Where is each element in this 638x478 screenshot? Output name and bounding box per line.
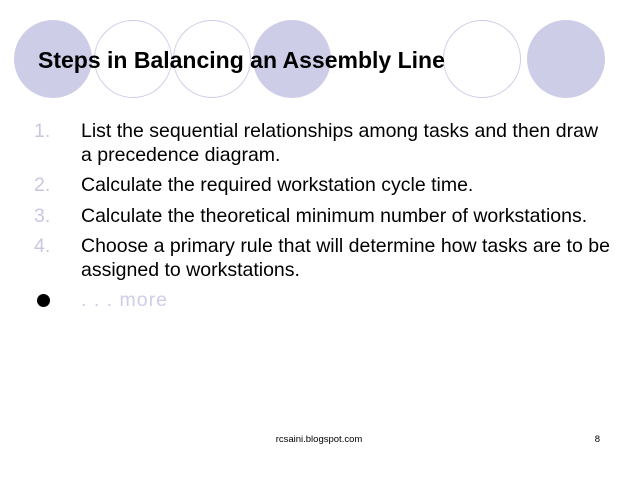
- step-text: Calculate the required workstation cycle time.: [81, 174, 474, 196]
- more-item: [34, 289, 614, 313]
- list-item: [34, 205, 614, 229]
- step-number: 1.: [34, 120, 51, 142]
- list-item: [34, 120, 614, 167]
- step-number: 4.: [34, 235, 51, 257]
- list-item: [34, 235, 614, 282]
- step-text: Choose a primary rule that will determine how tasks are to be assigned to workstations.: [81, 235, 610, 281]
- step-text: List the sequential relationships among tasks and then draw a precedence diagram.: [81, 120, 599, 166]
- step-number: 2.: [34, 174, 51, 196]
- decorative-circle-outline-3: [443, 20, 521, 98]
- step-number: 3.: [34, 204, 51, 227]
- page-number: 8: [594, 434, 600, 445]
- title-divider: [38, 101, 600, 102]
- step-text: Calculate the theoretical minimum number of workstations.: [81, 204, 588, 227]
- decorative-circle-filled-3: [527, 20, 605, 98]
- more-text: . . . more: [81, 289, 168, 311]
- steps-list: [34, 120, 614, 313]
- footer-source: rcsaini.blogspot.com: [275, 434, 363, 445]
- bullet-dot-icon: [37, 294, 50, 307]
- slide-title: Steps in Balancing an Assembly Line: [38, 47, 445, 73]
- list-item: [34, 174, 614, 198]
